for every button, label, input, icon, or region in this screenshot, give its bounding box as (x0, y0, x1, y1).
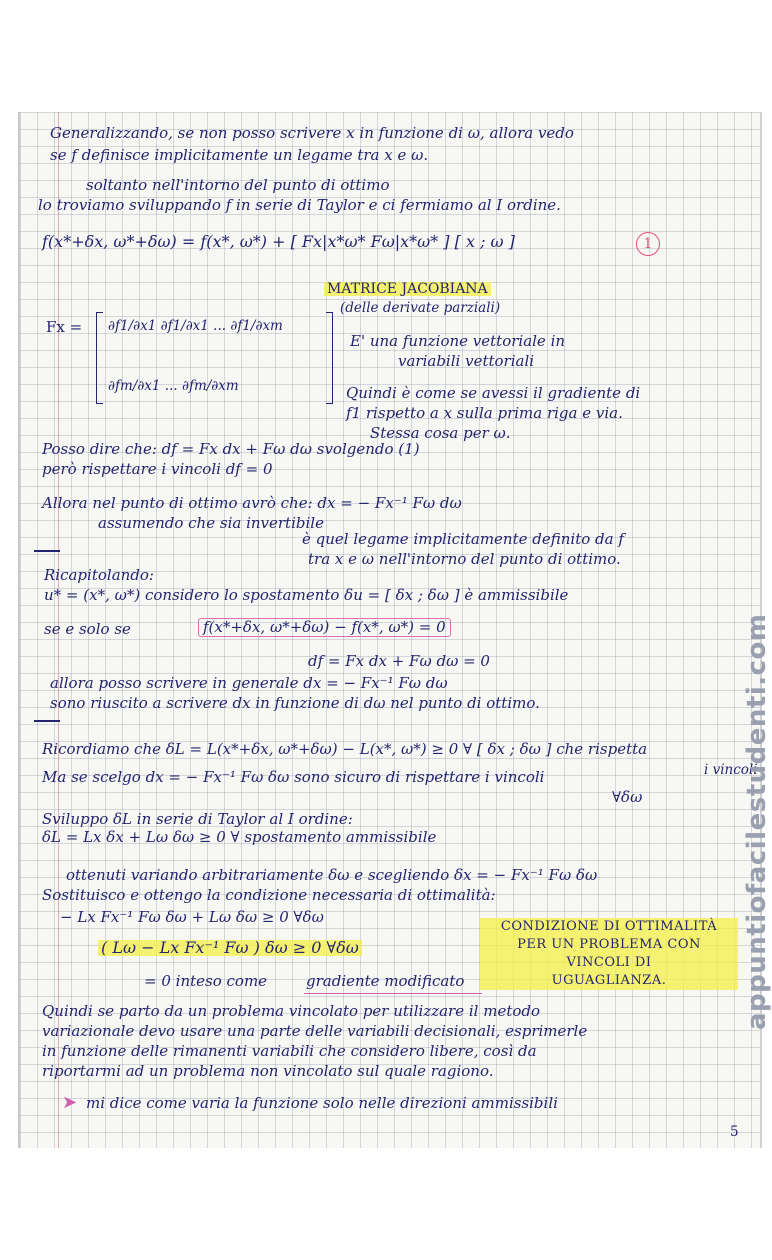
text-delta-l: δL = Lx δx + Lω δω ≥ 0 ∀ spostamento ammissibile (42, 828, 437, 846)
notebook-page (18, 112, 762, 1148)
text-direzioni-ammissibili: mi dice come varia la funzione solo nelle direzioni ammissibili (86, 1094, 558, 1112)
text-punto-ottimo: Allora nel punto di ottimo avrò che: dx = − Fx⁻¹ Fω dω (42, 494, 462, 512)
page-number: 5 (730, 1124, 739, 1140)
text-quindi-3: in funzione delle rimanenti variabili che considero libere, così da (42, 1042, 537, 1060)
text-gradient-1: Quindi è come se avessi il gradiente di (346, 384, 641, 402)
text-gradient-3: Stessa cosa per ω. (370, 424, 511, 442)
text-sostituisco: Sostituisco e ottengo la condizione necessaria di ottimalità: (42, 886, 496, 904)
text-substituted-inequality: − Lx Fx⁻¹ Fω δω + Lω δω ≥ 0 ∀δω (60, 908, 324, 926)
optimality-condition-box (480, 918, 738, 990)
text-ricapitolando: Ricapitolando: (44, 566, 154, 584)
text-quindi-1: Quindi se parto da un problema vincolato per utilizzare il metodo (42, 1002, 541, 1020)
section-separator-1 (34, 550, 60, 552)
constraint-equation-box: f(x*+δx, ω*+δω) − f(x*, ω*) = 0 (198, 618, 451, 637)
text-line-3: soltanto nell'intorno del punto di ottimo (86, 176, 390, 194)
modified-gradient-inequality: ( Lω − Lx Fx⁻¹ Fω ) δω ≥ 0 ∀δω (98, 940, 362, 956)
watermark: appuntiofacilestudenti.com (742, 613, 772, 1030)
text-ricordiamo: Ricordiamo che δL = L(x*+δx, ω*+δω) − L(x*, ω*) ≥ 0 ∀ [ δx ; δω ] che rispetta (42, 740, 648, 758)
text-differential-zero: df = Fx dx + Fω dω = 0 (308, 652, 490, 670)
text-legame-2: tra x e ω nell'intorno del punto di ottimo. (308, 550, 621, 568)
fx-label: Fx = (46, 318, 83, 336)
text-rispettare-vincoli: però rispettare i vincoli df = 0 (42, 460, 273, 478)
text-i-vincoli: i vincoli (704, 762, 758, 778)
jacobian-row-m: ∂fm/∂x1 ... ∂fm/∂xm (108, 378, 239, 394)
jacobian-subtitle: (delle derivate parziali) (340, 300, 501, 316)
text-sviluppo-taylor: Sviluppo δL in serie di Taylor al I ordine: (42, 810, 353, 828)
text-line-2: se f definisce implicitamente un legame tra x e ω. (50, 146, 429, 164)
text-quindi-4: riportarmi ad un problema non vincolato sul quale ragiono. (42, 1062, 494, 1080)
equation-number: 1 (636, 232, 660, 256)
text-gradient-2: f1 rispetto a x sulla prima riga e via. (346, 404, 623, 422)
matrix-left-bracket (96, 312, 103, 404)
text-scelgo: Ma se scelgo dx = − Fx⁻¹ Fω δω sono sicuro di rispettare i vincoli (42, 768, 545, 786)
text-riuscito-scrivere: sono riuscito a scrivere dx in funzione di dω nel punto di ottimo. (50, 694, 540, 712)
text-legame-1: è quel legame implicitamente definito da f (302, 530, 624, 548)
text-line-1: Generalizzando, se non posso scrivere x in funzione di ω, allora vedo (50, 124, 574, 142)
condition-line-2: PER UN PROBLEMA CON (517, 937, 701, 952)
text-function-vector: E' una funzione vettoriale in (350, 332, 566, 350)
jacobian-row-1: ∂f1/∂x1 ∂f1/∂x1 ... ∂f1/∂xm (108, 318, 283, 334)
text-variando: ottenuti variando arbitrariamente δω e scegliendo δx = − Fx⁻¹ Fω δω (66, 866, 598, 884)
jacobian-title: MATRICE JACOBIANA (324, 282, 491, 296)
text-gradiente-modificato: gradiente modificato (306, 972, 465, 990)
text-scrivere-generale: allora posso scrivere in generale dx = − Fx⁻¹ Fω dω (50, 674, 448, 692)
gradient-underline (304, 993, 482, 994)
text-quindi-2: variazionale devo usare una parte delle variabili decisionali, esprimerle (42, 1022, 588, 1040)
text-spostamento: u* = (x*, ω*) considero lo spostamento δu = [ δx ; δω ] è ammissibile (44, 586, 569, 604)
matrix-right-bracket (326, 312, 333, 404)
text-inteso-come: = 0 inteso come (144, 972, 268, 990)
text-vector-variables: variabili vettoriali (398, 352, 535, 370)
equation-1: f(x*+δx, ω*+δω) = f(x*, ω*) + [ Fx|x*ω* Fω|x*ω* ] [ x ; ω ] (42, 232, 515, 251)
text-posso-dire: Posso dire che: df = Fx dx + Fω dω svolgendo (1) (42, 440, 420, 458)
section-separator-2 (34, 720, 60, 722)
text-invertibile: assumendo che sia invertibile (98, 514, 324, 532)
text-line-4: lo troviamo sviluppando f in serie di Taylor e ci fermiamo al I ordine. (38, 196, 561, 214)
condition-line-3: VINCOLI DI (566, 955, 652, 970)
text-se-e-solo-se: se e solo se (44, 620, 131, 638)
condition-line-4: UGUAGLIANZA. (551, 973, 667, 988)
condition-line-1: CONDIZIONE DI OTTIMALITÀ (500, 919, 718, 934)
pink-arrow-icon: ➤ (62, 1092, 78, 1113)
text-forall-domega: ∀δω (612, 788, 643, 806)
